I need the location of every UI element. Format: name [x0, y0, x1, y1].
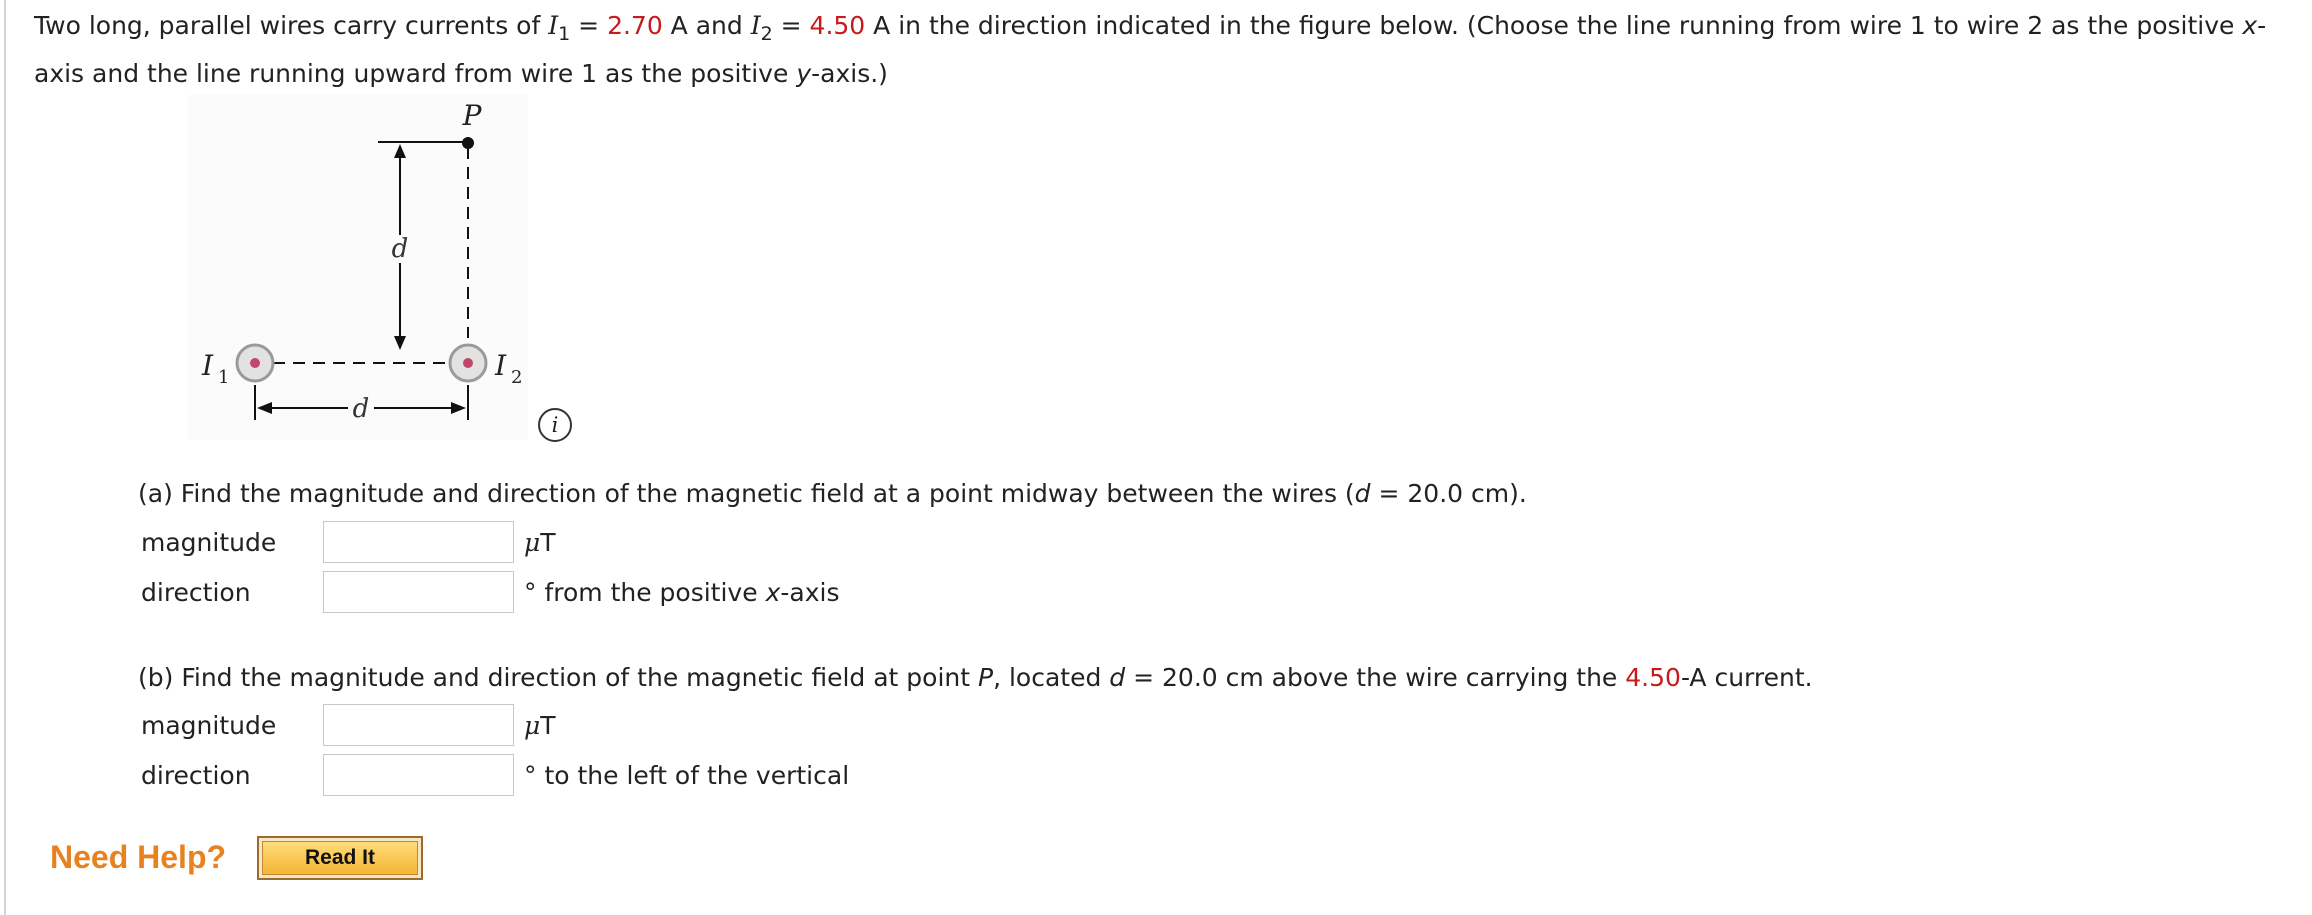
current-1-symbol: I	[548, 11, 559, 40]
equals-sign: =	[772, 11, 810, 40]
i2-label-subscript: 2	[511, 367, 523, 388]
i1-label-subscript: 1	[218, 367, 230, 388]
current-value: 4.50	[1625, 663, 1681, 692]
question-text: -A current.	[1680, 663, 1813, 692]
part-a-question	[138, 477, 1527, 511]
i1-label: I	[202, 349, 214, 382]
part-b-magnitude-label: magnitude	[141, 711, 277, 740]
part-b-direction-input[interactable]	[323, 754, 514, 796]
part-a-direction-unit	[524, 576, 839, 610]
wire-1-dot	[250, 358, 260, 368]
unit-t: T	[540, 528, 556, 557]
part-a-magnitude-label: magnitude	[141, 528, 277, 557]
read-it-label: Read It	[262, 841, 418, 875]
statement-text: A in the direction indicated in the figure below. (Choose the line running from wire 1 to wire 2 as the positive	[865, 11, 2243, 40]
wires-figure	[188, 95, 528, 440]
x-variable: x	[765, 578, 781, 607]
question-text: , located	[993, 663, 1110, 692]
part-b-direction-unit: ° to the left of the vertical	[524, 761, 850, 790]
left-border	[4, 0, 6, 915]
part-a-direction-input[interactable]	[323, 571, 514, 613]
statement-text: -axis and the line running upward from wire 1 as the positive	[34, 11, 2267, 88]
current-2-value: 4.50	[809, 11, 866, 40]
question-text: = 20.0 cm).	[1370, 479, 1527, 508]
current-1-value: 2.70	[607, 11, 663, 40]
part-a-magnitude-unit	[524, 526, 556, 560]
d-label-horizontal: d	[352, 394, 370, 424]
p-variable: P	[978, 663, 994, 692]
x-variable: x	[2242, 11, 2258, 40]
problem-statement	[34, 2, 2274, 98]
unit-t: T	[540, 711, 556, 740]
read-it-button[interactable]	[257, 836, 423, 880]
part-a-magnitude-input[interactable]	[323, 521, 514, 563]
need-help-label: Need Help?	[50, 839, 227, 875]
part-b-magnitude-unit	[524, 709, 556, 743]
d-variable: d	[1109, 663, 1126, 692]
figure-background	[188, 95, 528, 440]
question-text: (b) Find the magnitude and direction of the magnetic field at point	[138, 663, 979, 692]
part-b-question	[138, 661, 1813, 695]
statement-text: -axis.)	[811, 59, 888, 88]
current-2-subscript: 2	[760, 23, 773, 45]
i2-label: I	[495, 349, 507, 382]
p-label: P	[462, 99, 482, 132]
statement-text: A and	[662, 11, 751, 40]
question-text: = 20.0 cm above the wire carrying the	[1125, 663, 1626, 692]
statement-text: Two long, parallel wires carry currents of	[34, 11, 549, 40]
d-label-vertical: d	[391, 234, 409, 264]
wire-2-dot	[463, 358, 473, 368]
part-b-direction-label: direction	[141, 761, 251, 790]
info-icon[interactable]: i	[538, 408, 572, 442]
equals-sign: =	[570, 11, 608, 40]
part-b-magnitude-input[interactable]	[323, 704, 514, 746]
point-p	[462, 137, 474, 149]
y-variable: y	[796, 59, 812, 88]
unit-mu: μ	[524, 711, 541, 740]
current-1-subscript: 1	[558, 23, 571, 45]
unit-text: -axis	[780, 578, 840, 607]
d-variable: d	[1354, 479, 1371, 508]
current-2-symbol: I	[750, 11, 761, 40]
question-text: (a) Find the magnitude and direction of the magnetic field at a point midway between the wires (	[138, 479, 1355, 508]
part-a-direction-label: direction	[141, 578, 251, 607]
unit-text: ° from the positive	[524, 578, 766, 607]
unit-mu: μ	[524, 528, 541, 557]
